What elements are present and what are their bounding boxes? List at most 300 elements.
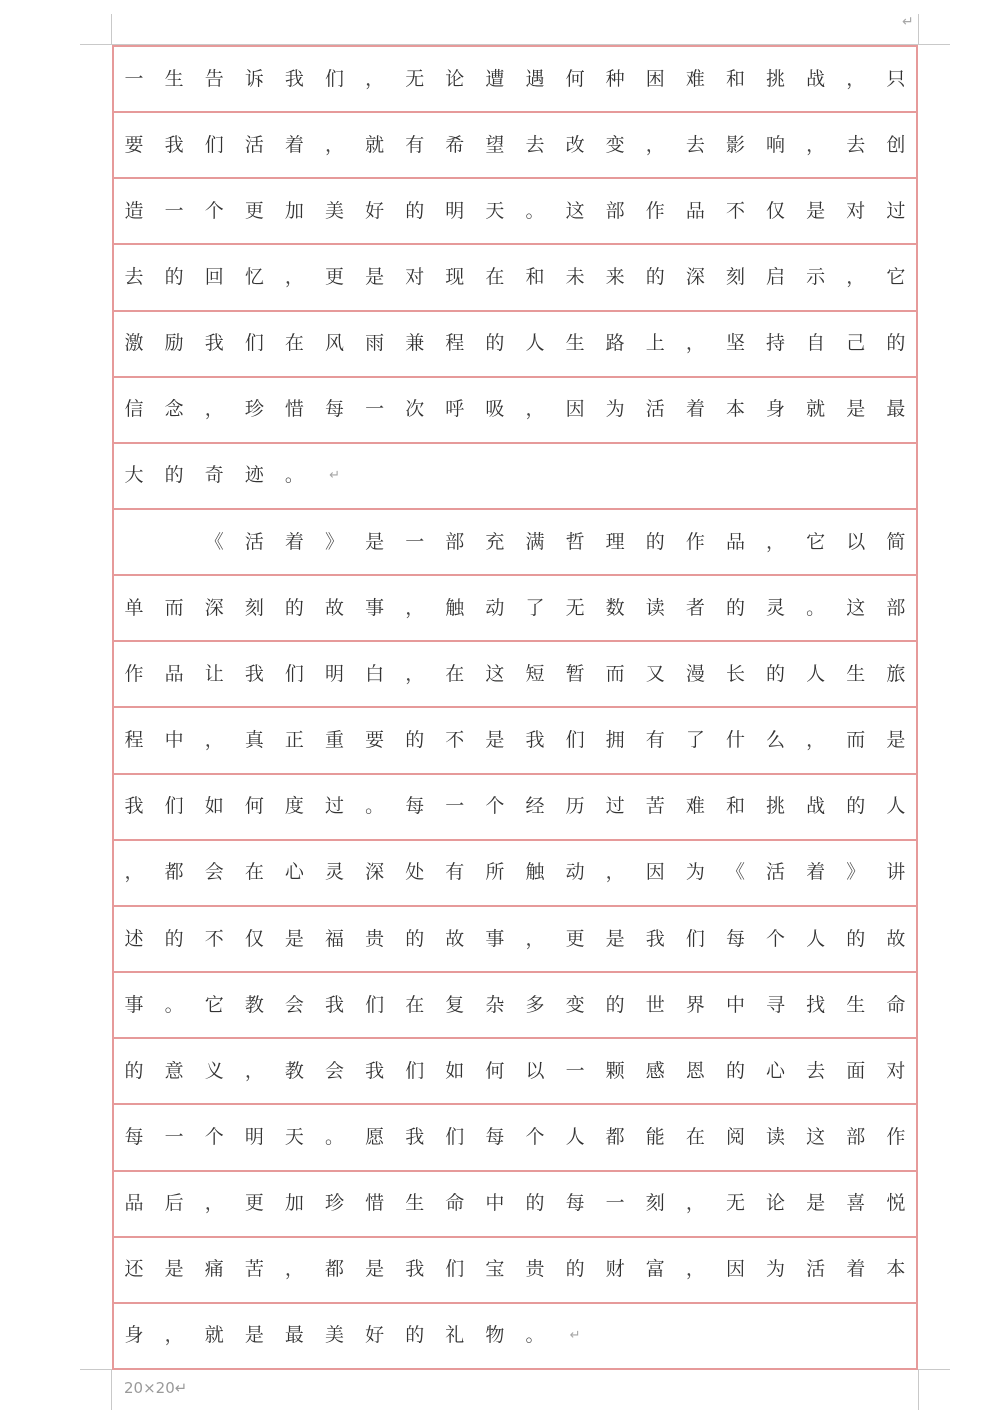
- grid-cell: 在: [284, 332, 304, 355]
- grid-cell: 改: [565, 133, 585, 156]
- grid-cell: 一: [605, 1192, 625, 1215]
- grid-cell: 活: [806, 1258, 826, 1281]
- grid-cell: 持: [766, 332, 786, 355]
- grid-cell: 美: [325, 199, 345, 222]
- grid-cell: 活: [244, 133, 264, 156]
- grid-cell: 程: [124, 729, 144, 752]
- grid-cell: 故: [445, 927, 465, 950]
- grid-cell: ，: [284, 1258, 304, 1281]
- grid-cell: 福: [325, 927, 345, 950]
- grid-cell: 因: [725, 1258, 745, 1281]
- grid-cell: 有: [445, 861, 465, 884]
- grid-cell: 的: [124, 1059, 144, 1082]
- grid-cell: 不: [725, 199, 745, 222]
- grid-cell: 以: [525, 1059, 545, 1082]
- grid-cell: 个: [766, 927, 786, 950]
- grid-cell: 着: [685, 398, 705, 421]
- grid-cell: 们: [365, 993, 385, 1016]
- grid-cell: 。: [525, 1324, 545, 1347]
- paragraph-end-icon: ↵: [569, 1328, 581, 1344]
- grid-cell: 在: [405, 993, 425, 1016]
- grid-cell: 仅: [244, 927, 264, 950]
- grid-cell: 着: [284, 530, 304, 553]
- paragraph-mark-icon: ↵: [902, 14, 914, 30]
- crop-mark-top-right: [918, 14, 919, 44]
- grid-cell: 这: [846, 596, 866, 619]
- grid-cell: 《: [204, 530, 224, 553]
- grid-cell: 遇: [525, 67, 545, 90]
- grid-cell: 自: [806, 332, 826, 355]
- grid-cell: 们: [405, 1059, 425, 1082]
- grid-cell: 触: [445, 596, 465, 619]
- grid-cell: 论: [766, 1192, 786, 1215]
- grid-cell: 。: [365, 795, 385, 818]
- grid-cell: 希: [445, 133, 465, 156]
- grid-cell: 寻: [766, 993, 786, 1016]
- grid-row: [114, 642, 916, 708]
- grid-cell: 充: [485, 530, 505, 553]
- grid-cell: 暂: [565, 662, 585, 685]
- grid-cell: 们: [204, 133, 224, 156]
- grid-cell: 能: [645, 1125, 665, 1148]
- grid-cell: 无: [405, 67, 425, 90]
- grid-cell: 更: [565, 927, 585, 950]
- paragraph-end-icon: ↵: [329, 468, 340, 484]
- grid-cell: 是: [485, 729, 505, 752]
- grid-cell: 活: [645, 398, 665, 421]
- grid-cell: 苦: [645, 795, 665, 818]
- grid-cell: 让: [204, 662, 224, 685]
- grid-cell: 动: [485, 596, 505, 619]
- grid-cell: 深: [365, 861, 385, 884]
- grid-cell: 是: [365, 530, 385, 553]
- grid-cell: 种: [605, 67, 625, 90]
- grid-cell: 刻: [244, 596, 264, 619]
- grid-cell: 去: [806, 1059, 826, 1082]
- grid-cell: 的: [164, 927, 184, 950]
- grid-cell: 的: [645, 266, 665, 288]
- grid-cell: 不: [204, 927, 224, 950]
- grid-cell: 对: [405, 266, 425, 288]
- grid-row: [114, 576, 916, 642]
- grid-cell: 愿: [365, 1125, 385, 1148]
- grid-cell: 如: [445, 1059, 465, 1082]
- grid-cell: 中: [485, 1192, 505, 1215]
- grid-cell: 苦: [244, 1258, 264, 1281]
- grid-cell: 者: [685, 596, 705, 619]
- grid-cell: 简: [886, 530, 906, 553]
- grid-cell: 最: [284, 1324, 304, 1347]
- grid-cell: 复: [445, 993, 465, 1016]
- grid-cell: 加: [284, 199, 304, 222]
- grid-cell: 变: [565, 993, 585, 1016]
- grid-cell: 这: [806, 1125, 826, 1148]
- grid-cell: 创: [886, 133, 906, 156]
- grid-cell: 财: [605, 1258, 625, 1281]
- grid-cell: 们: [685, 927, 705, 950]
- grid-cell: 和: [725, 795, 745, 818]
- grid-cell: 短: [525, 662, 545, 685]
- grid-cell: 拥: [605, 729, 625, 752]
- grid-cell: 心: [284, 861, 304, 884]
- grid-cell: 每: [405, 795, 425, 818]
- grid-row: [114, 113, 916, 179]
- grid-cell: 一: [405, 530, 425, 553]
- grid-cell: 无: [725, 1192, 745, 1215]
- grid-cell: 的: [886, 332, 906, 355]
- grid-cell: 读: [645, 596, 665, 619]
- grid-cell: 贵: [365, 927, 385, 950]
- grid-cell: 以: [846, 530, 866, 553]
- grid-cell: 个: [204, 199, 224, 222]
- grid-cell: 着: [284, 133, 304, 156]
- grid-cell: 《: [725, 861, 745, 884]
- grid-cell: 一: [164, 199, 184, 222]
- grid-cell: 来: [605, 266, 625, 288]
- grid-cell: 中: [725, 993, 745, 1016]
- grid-row: [114, 1304, 916, 1368]
- grid-cell: 。: [284, 464, 304, 487]
- grid-cell: 念: [164, 398, 184, 421]
- grid-cell: 是: [164, 1258, 184, 1281]
- grid-cell: 的: [405, 927, 425, 950]
- grid-cell: 什: [725, 729, 745, 752]
- grid-cell: 们: [284, 662, 304, 685]
- grid-cell: 个: [525, 1125, 545, 1148]
- grid-cell: 响: [766, 133, 786, 156]
- grid-cell: 痛: [204, 1258, 224, 1281]
- grid-cell: 的: [846, 927, 866, 950]
- grid-cell: 灵: [325, 861, 345, 884]
- grid-cell: 我: [124, 795, 144, 818]
- grid-cell: ，: [645, 133, 665, 156]
- grid-cell: 们: [164, 795, 184, 818]
- grid-cell: 》: [325, 530, 345, 553]
- grid-cell: 每: [124, 1125, 144, 1148]
- grid-cell: 品: [124, 1192, 144, 1215]
- grid-cell: 深: [685, 266, 705, 288]
- grid-cell: 回: [204, 266, 224, 288]
- grid-cell: 是: [284, 927, 304, 950]
- grid-cell: 生: [846, 993, 866, 1016]
- grid-cell: 对: [846, 199, 866, 222]
- grid-cell: 品: [725, 530, 745, 553]
- grid-row: [114, 1105, 916, 1171]
- grid-cell: 读: [766, 1125, 786, 1148]
- grid-cell: 我: [525, 729, 545, 752]
- grid-cell: 杂: [485, 993, 505, 1016]
- grid-cell: 作: [124, 662, 144, 685]
- grid-cell: 望: [485, 133, 505, 156]
- grid-cell: 仅: [766, 199, 786, 222]
- grid-cell: 励: [164, 332, 184, 355]
- grid-cell: ，: [204, 398, 224, 421]
- grid-cell: 经: [525, 795, 545, 818]
- grid-cell: 的: [525, 1192, 545, 1215]
- grid-cell: 示: [806, 266, 826, 288]
- grid-cell: 变: [605, 133, 625, 156]
- grid-cell: 刻: [645, 1192, 665, 1215]
- grid-cell: 我: [405, 1125, 425, 1148]
- grid-cell: 部: [605, 199, 625, 222]
- grid-cell: ，: [525, 398, 545, 421]
- grid-cell: 过: [325, 795, 345, 818]
- grid-cell: 满: [525, 530, 545, 553]
- grid-cell: 灵: [766, 596, 786, 619]
- grid-cell: 明: [445, 199, 465, 222]
- grid-cell: ，: [525, 927, 545, 950]
- crop-mark-bottom-right: [918, 1370, 919, 1410]
- grid-cell: 信: [124, 398, 144, 421]
- grid-cell: 迹: [244, 464, 264, 487]
- grid-cell: 们: [325, 67, 345, 90]
- grid-cell: 是: [846, 398, 866, 421]
- grid-cell: 都: [164, 861, 184, 884]
- grid-cell: 在: [485, 266, 505, 288]
- grid-cell: 故: [886, 927, 906, 950]
- crop-mark-bottom-left: [111, 1370, 112, 1410]
- grid-cell: 富: [645, 1258, 665, 1281]
- grid-cell: 深: [204, 596, 224, 619]
- grid-cell: ，: [685, 1192, 705, 1215]
- grid-cell: 述: [124, 927, 144, 950]
- grid-cell: ，: [806, 133, 826, 156]
- grid-cell: ，: [284, 266, 304, 288]
- grid-cell: 了: [685, 729, 705, 752]
- grid-cell: 。: [164, 993, 184, 1016]
- grid-cell: 惜: [365, 1192, 385, 1215]
- grid-cell: 数: [605, 596, 625, 619]
- grid-cell: 告: [204, 67, 224, 90]
- grid-cell: ，: [685, 332, 705, 355]
- grid-cell: 一: [365, 398, 385, 421]
- grid-cell: ，: [124, 861, 144, 884]
- grid-cell: 的: [485, 332, 505, 355]
- grid-cell: 风: [325, 332, 345, 355]
- grid-cell: 挑: [766, 795, 786, 818]
- grid-cell: 天: [284, 1125, 304, 1148]
- grid-cell: 我: [164, 133, 184, 156]
- grid-cell: 教: [284, 1059, 304, 1082]
- grid-cell: 长: [725, 662, 745, 685]
- grid-cell: 生: [846, 662, 866, 685]
- grid-cell: 们: [244, 332, 264, 355]
- grid-cell: 生: [565, 332, 585, 355]
- grid-cell: 是: [806, 199, 826, 222]
- grid-cell: [154, 510, 194, 574]
- grid-cell: 人: [806, 662, 826, 685]
- grid-cell: 本: [886, 1258, 906, 1281]
- grid-row: [114, 444, 916, 510]
- grid-cell: ，: [846, 266, 866, 288]
- grid-cell: 们: [445, 1258, 465, 1281]
- grid-cell: 的: [565, 1258, 585, 1281]
- grid-cell: ，: [365, 67, 385, 90]
- grid-cell: 世: [645, 993, 665, 1016]
- grid-cell: 的: [766, 662, 786, 685]
- grid-cell: 造: [124, 199, 144, 222]
- grid-cell: 的: [725, 1059, 745, 1082]
- grid-cell: 真: [244, 729, 264, 752]
- grid-cell: 部: [445, 530, 465, 553]
- grid-cell: 加: [284, 1192, 304, 1215]
- grid-cell: 事: [124, 993, 144, 1016]
- grid-cell: 坚: [725, 332, 745, 355]
- grid-cell: 品: [685, 199, 705, 222]
- grid-cell: 我: [204, 332, 224, 355]
- grid-cell: 人: [565, 1125, 585, 1148]
- grid-cell: 去: [124, 266, 144, 288]
- grid-row: [114, 510, 916, 576]
- grid-cell: 是: [365, 1258, 385, 1281]
- grid-cell: 要: [365, 729, 385, 752]
- grid-cell: 过: [886, 199, 906, 222]
- grid-cell: 对: [886, 1059, 906, 1082]
- grid-cell: 忆: [244, 266, 264, 288]
- grid-row: [114, 907, 916, 973]
- grid-cell: 人: [525, 332, 545, 355]
- grid-cell: 么: [766, 729, 786, 752]
- grid-cell: 部: [886, 596, 906, 619]
- grid-cell: 理: [605, 530, 625, 553]
- grid-cell: 影: [725, 133, 745, 156]
- grid-cell: 珍: [244, 398, 264, 421]
- grid-cell: 命: [445, 1192, 465, 1215]
- grid-cell: 们: [445, 1125, 465, 1148]
- grid-cell: ，: [766, 530, 786, 553]
- grid-cell: 就: [806, 398, 826, 421]
- grid-cell: 命: [886, 993, 906, 1016]
- grid-cell: 论: [445, 67, 465, 90]
- grid-cell: 明: [244, 1125, 264, 1148]
- grid-cell: 会: [325, 1059, 345, 1082]
- grid-cell: 历: [565, 795, 585, 818]
- grid-cell: 困: [645, 67, 665, 90]
- grid-cell: 如: [204, 795, 224, 818]
- grid-cell: 启: [766, 266, 786, 288]
- grid-cell: 何: [565, 67, 585, 90]
- grid-cell: ，: [405, 596, 425, 619]
- grid-cell: 有: [405, 133, 425, 156]
- grid-cell: 事: [485, 927, 505, 950]
- grid-row: [114, 245, 916, 311]
- grid-cell: 人: [886, 795, 906, 818]
- grid-cell: 遭: [485, 67, 505, 90]
- grid-cell: 身: [124, 1324, 144, 1347]
- grid-cell: 每: [725, 927, 745, 950]
- grid-cell: 这: [485, 662, 505, 685]
- grid-cell: 活: [766, 861, 786, 884]
- grid-cell: 去: [846, 133, 866, 156]
- grid-cell: 作: [685, 530, 705, 553]
- grid-cell: 大: [124, 464, 144, 487]
- grid-cell: 只: [886, 67, 906, 90]
- grid-cell: 又: [645, 662, 665, 685]
- grid-cell: 物: [485, 1324, 505, 1347]
- grid-cell: 次: [405, 398, 425, 421]
- grid-cell: 惜: [284, 398, 304, 421]
- grid-cell: 意: [164, 1059, 184, 1082]
- grid-cell: ，: [164, 1324, 184, 1347]
- grid-cell: 一: [445, 795, 465, 818]
- grid-cell: 度: [284, 795, 304, 818]
- grid-cell: ，: [204, 1192, 224, 1215]
- grid-cell: 礼: [445, 1324, 465, 1347]
- grid-row: [114, 378, 916, 444]
- grid-cell: 》: [846, 861, 866, 884]
- grid-cell: 为: [605, 398, 625, 421]
- grid-cell: 我: [325, 993, 345, 1016]
- grid-row: [114, 179, 916, 245]
- grid-cell: 生: [164, 67, 184, 90]
- grid-cell: 后: [164, 1192, 184, 1215]
- grid-cell: 就: [365, 133, 385, 156]
- grid-cell: 处: [405, 861, 425, 884]
- grid-cell: 为: [766, 1258, 786, 1281]
- grid-cell: 程: [445, 332, 465, 355]
- grid-cell: 贵: [525, 1258, 545, 1281]
- grid-cell: 是: [886, 729, 906, 752]
- grid-cell: 每: [485, 1125, 505, 1148]
- grid-cell: 有: [645, 729, 665, 752]
- grid-cell: ，: [685, 1258, 705, 1281]
- grid-cell: 在: [445, 662, 465, 685]
- grid-cell: 找: [806, 993, 826, 1016]
- grid-cell: 不: [445, 729, 465, 752]
- grid-cell: 而: [605, 662, 625, 685]
- grid-cell: 界: [685, 993, 705, 1016]
- grid-cell: ，: [806, 729, 826, 752]
- grid-cell: 还: [124, 1258, 144, 1281]
- grid-cell: 的: [164, 266, 184, 288]
- grid-cell: 一: [124, 67, 144, 90]
- grid-cell: ，: [605, 861, 625, 884]
- grid-cell: 难: [685, 67, 705, 90]
- grid-row: [114, 1172, 916, 1238]
- grid-cell: 是: [244, 1324, 264, 1347]
- grid-cell: 呼: [445, 398, 465, 421]
- grid-cell: 为: [685, 861, 705, 884]
- grid-cell: 雨: [365, 332, 385, 355]
- grid-cell: ，: [244, 1059, 264, 1082]
- grid-cell: 何: [244, 795, 264, 818]
- grid-cell: 更: [244, 199, 264, 222]
- manuscript-grid[interactable]: [112, 45, 918, 1370]
- grid-cell: 颗: [605, 1059, 625, 1082]
- grid-cell: 美: [325, 1324, 345, 1347]
- grid-cell: 现: [445, 266, 465, 288]
- grid-cell: 的: [645, 530, 665, 553]
- grid-cell: 就: [204, 1324, 224, 1347]
- grid-cell: 所: [485, 861, 505, 884]
- grid-cell: 着: [846, 1258, 866, 1281]
- grid-cell: 和: [525, 266, 545, 288]
- grid-cell: 挑: [766, 67, 786, 90]
- grid-cell: 我: [244, 662, 264, 685]
- grid-cell: 我: [365, 1059, 385, 1082]
- grid-row: [114, 1238, 916, 1304]
- grid-cell: 它: [886, 266, 906, 288]
- grid-cell: 去: [525, 133, 545, 156]
- crop-mark-top-left: [111, 14, 112, 44]
- grid-cell: 刻: [725, 266, 745, 288]
- grid-row: [114, 47, 916, 113]
- grid-cell: 好: [365, 199, 385, 222]
- grid-cell: 明: [325, 662, 345, 685]
- grid-cell: 身: [766, 398, 786, 421]
- grid-cell: 在: [685, 1125, 705, 1148]
- grid-cell: ，: [405, 662, 425, 685]
